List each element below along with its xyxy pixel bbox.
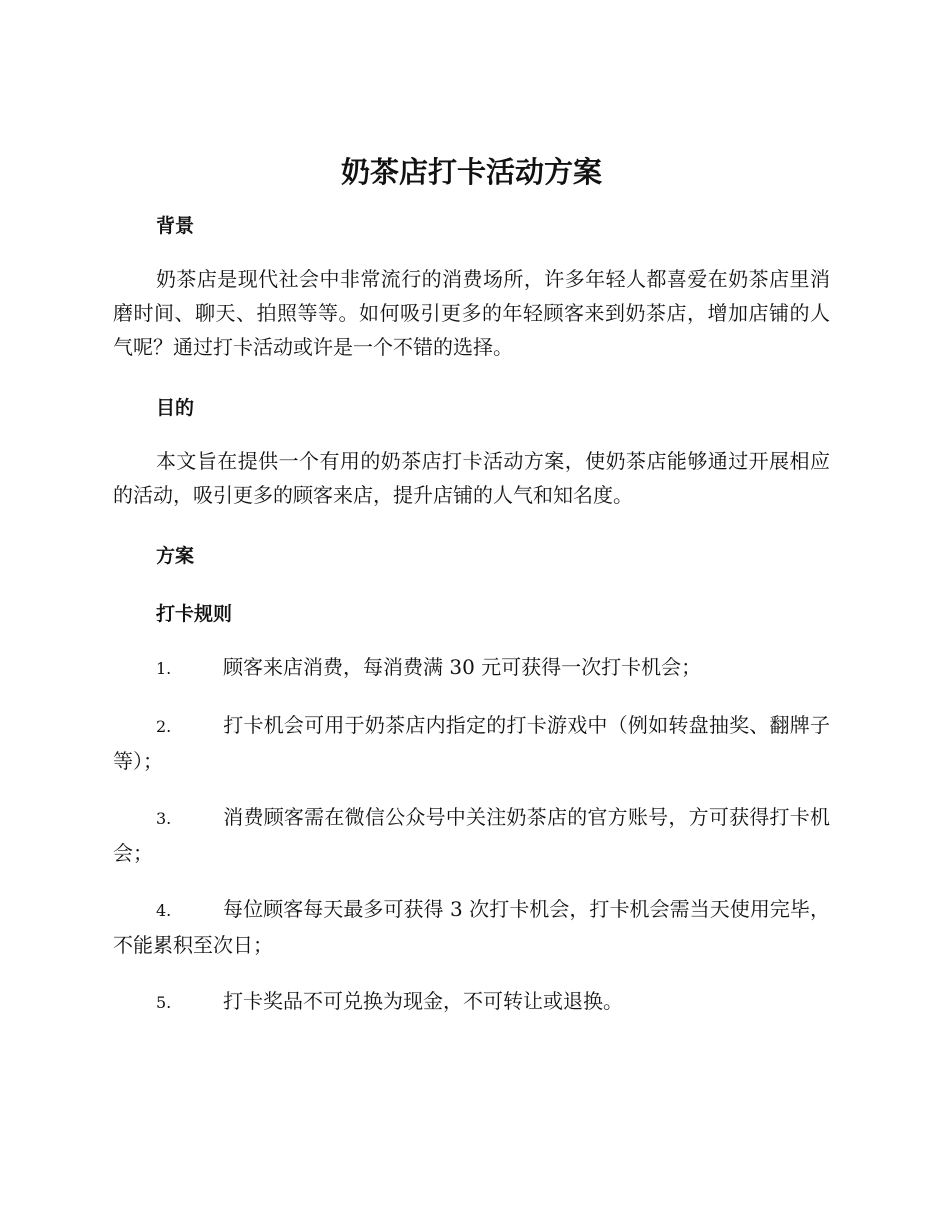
list-item-text: 每位顾客每天最多可获得 3 次打卡机会，打卡机会需当天使用完毕，不能累积至次日；	[113, 897, 830, 957]
list-item-number: 3.	[156, 809, 172, 828]
list-item	[113, 892, 830, 962]
list-item-text: 顾客来店消费，每消费满 30 元可获得一次打卡机会；	[223, 655, 702, 679]
heading-background: 背景	[156, 215, 195, 237]
list-item	[113, 650, 830, 686]
list-item-number: 5.	[156, 993, 172, 1012]
list-item-number: 2.	[156, 717, 172, 736]
heading-plan: 方案	[156, 545, 195, 567]
list-item	[113, 984, 830, 1020]
list-item-number: 4.	[156, 901, 172, 920]
list-item	[113, 800, 830, 870]
list-item-text: 打卡机会可用于奶茶店内指定的打卡游戏中（例如转盘抽奖、翻牌子等）；	[113, 713, 830, 773]
paragraph-purpose: 本文旨在提供一个有用的奶茶店打卡活动方案，使奶茶店能够通过开展相应的活动，吸引更多的顾客来店，提升店铺的人气和知名度。	[113, 449, 830, 507]
heading-rules: 打卡规则	[156, 603, 233, 625]
document-title: 奶茶店打卡活动方案	[340, 155, 602, 189]
document-page	[113, 150, 830, 1020]
list-item-number: 1.	[156, 659, 172, 678]
list-item-text: 打卡奖品不可兑换为现金，不可转让或退换。	[223, 989, 623, 1013]
list-item	[113, 708, 830, 778]
list-item-text: 消费顾客需在微信公众号中关注奶茶店的官方账号，方可获得打卡机会；	[113, 805, 830, 865]
paragraph-background: 奶茶店是现代社会中非常流行的消费场所，许多年轻人都喜爱在奶茶店里消磨时间、聊天、拍照等等。如何吸引更多的年轻顾客来到奶茶店，增加店铺的人气呢？通过打卡活动或许是一个不错的选择。	[113, 267, 830, 359]
heading-purpose: 目的	[156, 397, 195, 419]
